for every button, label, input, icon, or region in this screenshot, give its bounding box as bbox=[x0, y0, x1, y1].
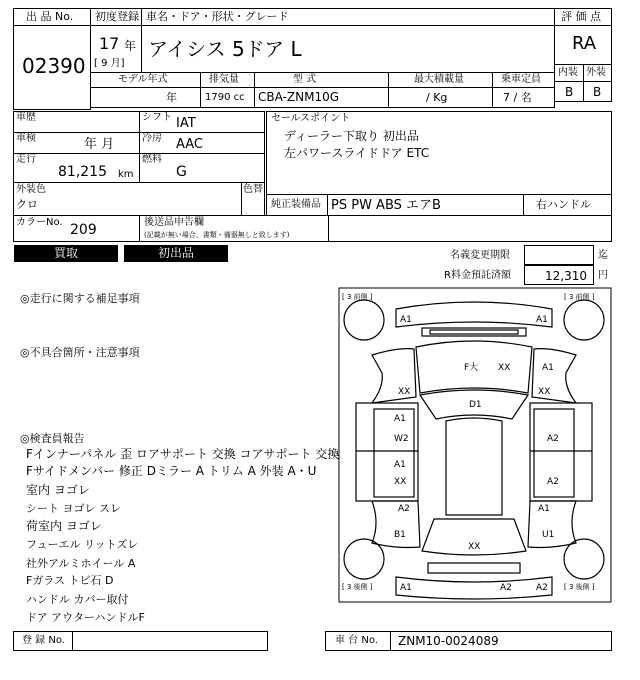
color-label: 外装色 bbox=[16, 184, 46, 195]
name-change-unit: 迄 bbox=[598, 250, 608, 261]
body-left bbox=[356, 403, 418, 501]
steering: 右ハンドル bbox=[536, 198, 591, 211]
tyre-rear-right bbox=[564, 539, 604, 579]
registration-label: 登 録 No. bbox=[22, 635, 65, 646]
lot-no: 02390 bbox=[22, 54, 86, 78]
color-change-label: 色替 bbox=[243, 184, 263, 195]
mark-rear-quarter-left-a2: A2 bbox=[398, 504, 410, 514]
report-line: ドア アウターハンドルF bbox=[26, 611, 145, 624]
year-unit: 年 bbox=[124, 39, 137, 53]
recycle-value: 12,310 bbox=[545, 269, 587, 283]
car-damage-diagram bbox=[338, 287, 614, 605]
car-name-label: 車名・ドア・形状・グレード bbox=[146, 10, 289, 23]
front-bumper bbox=[396, 302, 552, 327]
name-change-label: 名義変更期限 bbox=[450, 250, 510, 261]
registration-box bbox=[72, 631, 268, 651]
corner-label-tl: [ 3 前側 ] bbox=[342, 293, 373, 301]
body-right bbox=[530, 403, 592, 501]
report-line: シート ヨゴレ スレ bbox=[26, 502, 121, 515]
mark-fender-right-xx: XX bbox=[538, 387, 551, 397]
model-year-unit: 年 bbox=[166, 91, 177, 104]
mark-rear-door-left-a1: A1 bbox=[394, 460, 406, 470]
mark-rear-door-left-xx: XX bbox=[394, 477, 407, 487]
mark-rear-bumper-right: A2 bbox=[536, 583, 548, 593]
inspection-label: 車検 bbox=[16, 133, 36, 144]
driving-notes-label: ◎走行に関する補足事項 bbox=[20, 292, 140, 305]
corner-label-br: [ 3 後側 ] bbox=[564, 583, 595, 591]
report-line: 荷室内 ヨゴレ bbox=[26, 519, 102, 533]
documents-note: (記載が無い場合、書類・備器無しと致します) bbox=[144, 231, 290, 239]
rear-quarter-left bbox=[372, 501, 420, 548]
defects-label: ◎不具合箇所・注意事項 bbox=[20, 346, 140, 359]
mark-rear-bumper-left: A1 bbox=[400, 583, 412, 593]
color-box bbox=[13, 182, 242, 216]
mark-rear-quarter-right-u1: U1 bbox=[542, 530, 555, 540]
documents-extra-box bbox=[328, 215, 612, 242]
mark-hood-f: F大 bbox=[464, 363, 479, 373]
rear-plate bbox=[428, 563, 520, 573]
name-change-box bbox=[524, 245, 594, 265]
mark-rear-bumper-center: A2 bbox=[500, 583, 512, 593]
lot-no-label: 出 品 No. bbox=[26, 10, 74, 23]
mark-fender-right-a1: A1 bbox=[542, 363, 554, 373]
sales-point-line2: 左パワースライドドア ETC bbox=[284, 146, 430, 160]
corner-label-tr: [ 3 前側 ] bbox=[564, 293, 595, 301]
color: クロ bbox=[16, 198, 38, 211]
mark-rear-quarter-right-a1: A1 bbox=[538, 504, 550, 514]
ac: AAC bbox=[176, 137, 203, 152]
shift: IAT bbox=[176, 116, 196, 131]
mark-front-bumper-left: A1 bbox=[400, 315, 412, 325]
exterior-label: 外装 bbox=[586, 67, 606, 78]
report-line: 社外アルミホイール A bbox=[26, 557, 136, 570]
mark-fender-left-xx: XX bbox=[398, 387, 411, 397]
displacement: 1790 cc bbox=[205, 92, 245, 103]
mark-front-door-left-w2: W2 bbox=[394, 434, 409, 444]
chassis-label: 車 台 No. bbox=[335, 635, 378, 646]
sales-point-line1: ディーラー下取り 初出品 bbox=[284, 129, 419, 143]
max-load: / Kg bbox=[426, 91, 448, 104]
first-listing-tag: 初出品 bbox=[124, 245, 228, 262]
capacity: 7 / 名 bbox=[503, 91, 532, 104]
sales-point-label: セールスポイント bbox=[271, 113, 351, 124]
equipment-value: PS PW ABS エアB bbox=[331, 198, 441, 213]
max-load-label: 最大積載量 bbox=[414, 74, 464, 85]
mileage: 81,215 bbox=[58, 164, 107, 180]
inspector-report-label: ◎検査員報告 bbox=[20, 432, 85, 445]
displacement-label: 排気量 bbox=[209, 74, 239, 85]
mark-hood-xx: XX bbox=[498, 363, 511, 373]
mark-roof-rear: XX bbox=[468, 542, 481, 552]
recycle-unit: 円 bbox=[598, 270, 608, 281]
interior-label: 内装 bbox=[558, 67, 578, 78]
first-reg-month: [ 9 月] bbox=[94, 58, 125, 69]
report-line: Fインナーパネル 歪 ロアサポート 交換 コアサポート 交換 bbox=[26, 447, 340, 461]
grille-inner bbox=[430, 330, 518, 334]
shift-label: シフト bbox=[142, 112, 172, 123]
model-year-label: モデル年式 bbox=[118, 74, 168, 85]
chassis-no: ZNM10-0024089 bbox=[398, 634, 499, 648]
roof bbox=[446, 418, 502, 515]
tyre-front-right bbox=[564, 300, 604, 340]
grille bbox=[422, 328, 526, 336]
mark-windshield: D1 bbox=[469, 400, 482, 410]
tyre-rear-left bbox=[344, 539, 384, 579]
type: CBA-ZNM10G bbox=[258, 90, 340, 104]
history-label: 車歴 bbox=[16, 112, 36, 123]
tyre-front-left bbox=[344, 300, 384, 340]
rear-bumper bbox=[396, 577, 552, 599]
score-label: 評 価 点 bbox=[561, 10, 601, 23]
first-reg-label: 初度登録 bbox=[95, 10, 139, 23]
report-line: ハンドル カバー取付 bbox=[26, 593, 129, 606]
color-no-label: カラーNo. bbox=[16, 217, 63, 228]
ac-label: 冷房 bbox=[142, 133, 162, 144]
car-name: アイシス 5ドア L bbox=[148, 37, 302, 61]
mark-front-door-left-a1: A1 bbox=[394, 414, 406, 424]
report-line: 室内 ヨゴレ bbox=[26, 483, 90, 497]
capacity-label: 乗車定員 bbox=[501, 74, 541, 85]
mark-front-bumper-right: A1 bbox=[536, 315, 548, 325]
mileage-label: 走行 bbox=[16, 154, 36, 165]
inspection-value: 年 月 bbox=[84, 137, 115, 152]
interior-grade: B bbox=[565, 85, 574, 99]
fuel-label: 燃料 bbox=[142, 154, 162, 165]
equipment-label: 純正装備品 bbox=[271, 199, 321, 210]
report-line: Fサイドメンバー 修正 Dミラー A トリム A 外装 A・U bbox=[26, 464, 317, 478]
color-no: 209 bbox=[70, 222, 97, 238]
mark-rear-quarter-left-b1: B1 bbox=[394, 530, 406, 540]
mark-rear-door-right: A2 bbox=[547, 477, 559, 487]
corner-label-bl: [ 3 後側 ] bbox=[342, 583, 373, 591]
mark-front-door-right: A2 bbox=[547, 434, 559, 444]
recycle-label: R料金預託済額 bbox=[444, 270, 511, 281]
report-line: Fガラス トビ石 D bbox=[26, 574, 114, 587]
type-label: 型 式 bbox=[293, 74, 317, 85]
report-line: フューエル リットズレ bbox=[26, 538, 139, 551]
rear-quarter-right bbox=[528, 501, 576, 548]
fuel: G bbox=[176, 164, 187, 180]
score: RA bbox=[572, 33, 597, 54]
purchase-tag: 買取 bbox=[14, 245, 118, 262]
first-reg-year: 17 bbox=[99, 34, 120, 53]
model-year-box bbox=[90, 87, 201, 108]
exterior-grade: B bbox=[593, 85, 602, 99]
mileage-unit: km bbox=[118, 169, 134, 180]
type-label-box bbox=[254, 72, 389, 88]
documents-label: 後送品申告欄 bbox=[144, 217, 204, 228]
